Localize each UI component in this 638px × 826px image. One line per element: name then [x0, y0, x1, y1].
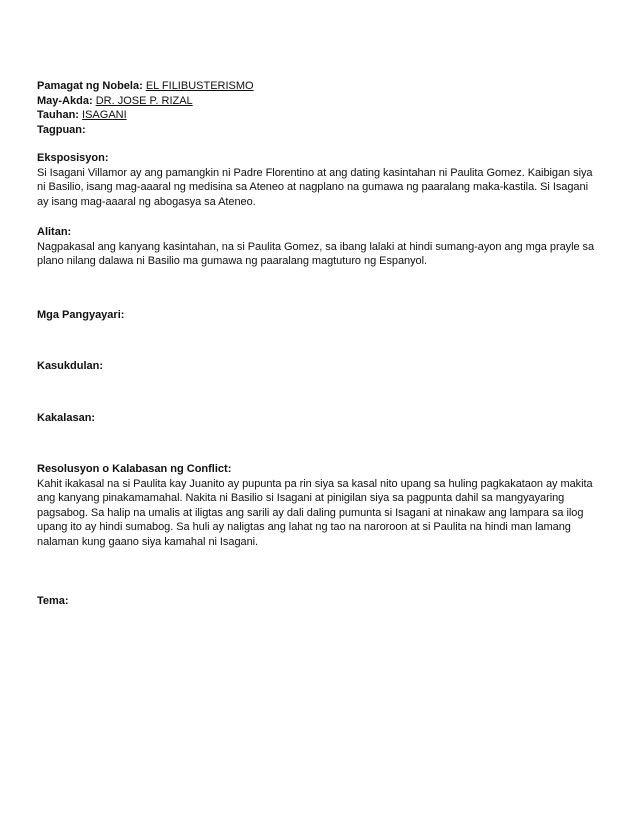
pamagat-value: EL FILIBUSTERISMO [145, 80, 254, 92]
alitan-text: Nagpakasal ang kanyang kasintahan, na si Paulita Gomez, sa ibang lalaki at hindi sumang-ayon ang mga prayle sa plano nilang dalawa ni Basilio ma gumawa ng paaralang magtuturo ng Espanyol. [37, 240, 595, 267]
tauhan-value: ISAGANI [82, 109, 127, 121]
kakalasan-section [37, 411, 602, 426]
tema-heading: Tema: [37, 595, 69, 607]
tauhan-label: Tauhan: [37, 109, 79, 121]
resolusyon-section [37, 462, 602, 549]
eksposisyon-section [37, 151, 602, 209]
kasukdulan-heading: Kasukdulan: [37, 360, 104, 372]
mga-pangyayari-heading: Mga Pangyayari: [37, 308, 125, 321]
may-akda-row [37, 94, 602, 109]
document-content [37, 79, 602, 609]
pamagat-label: Pamagat ng Nobela: [37, 80, 143, 92]
kakalasan-heading: Kakalasan: [37, 411, 96, 424]
resolusyon-heading: Resolusyon o Kalabasan ng Conflict: [37, 463, 232, 475]
resolusyon-text: Kahit ikakasal na si Paulita kay Juanito ay pupunta pa rin siya sa kasal nito upang sa huling pagkakataon ay makita ang kanyang pinakamamahal. Nakita ni Basilio si Isagani at pinigilan siya sa pagpunta dahil sa mangyayaring pagsabog. Sa halip na umalis at iligtas ang sarili ay dali daling pumunta si Isagani at ninakaw ang lampara sa ilog upang ito ay hindi sumabog. Sa huli ay naligtas ang lahat ng tao na naroroon at si Paulita na hindi man lamang nalaman kung gaano siya kamahal ni Isagani. [37, 477, 593, 548]
alitan-section [37, 225, 602, 269]
tauhan-row [37, 108, 602, 123]
may-akda-label: May-Akda: [37, 94, 93, 107]
eksposisyon-heading: Eksposisyon: [37, 152, 109, 164]
tema-section [37, 594, 602, 609]
may-akda-value: DR. JOSE P. RIZAL [95, 94, 193, 107]
alitan-heading: Alitan: [37, 226, 72, 238]
eksposisyon-text: Si Isagani Villamor ay ang pamangkin ni Padre Florentino at ang dating kasintahan ni Paulita Gomez. Kaibigan siya ni Basilio, isang mag-aaaral ng medisina sa Ateneo at nagplano na gumawa ng paaralang maka-kastila. Si Isagani ay isang mag-aaaral ng abogasya sa Ateneo. [37, 166, 593, 208]
tagpuan-row [37, 123, 602, 138]
pamagat-row [37, 79, 602, 94]
mga-pangyayari-section [37, 308, 602, 323]
tagpuan-label: Tagpuan: [37, 123, 86, 136]
kasukdulan-section [37, 359, 602, 374]
